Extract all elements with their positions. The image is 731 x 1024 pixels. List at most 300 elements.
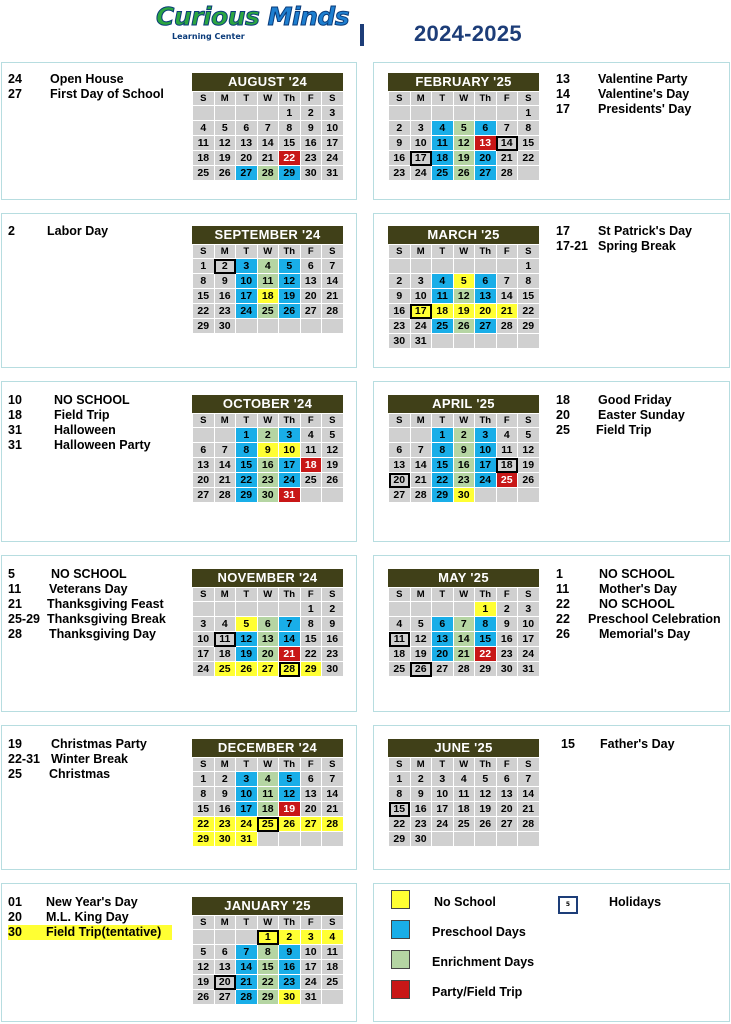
weekday-label: M [410,92,432,106]
day-cell: 23 [214,304,236,319]
day-cell: 21 [322,802,344,817]
day-cell: 7 [518,772,540,787]
day-cell: 10 [300,945,322,960]
day-cell [410,106,432,121]
day-cell [475,832,497,847]
day-cell [453,106,475,121]
day-cell: 6 [300,772,322,787]
day-cell: 4 [257,772,279,787]
day-cell: 27 [432,662,454,677]
day-cell: 12 [518,443,540,458]
legend-swatch-party [391,980,410,999]
week-row [193,602,344,617]
week-row [389,632,540,647]
day-cell: 5 [214,121,236,136]
weekday-label: S [193,245,215,259]
header [0,0,731,58]
day-cell: 3 [410,121,432,136]
day-cell: 11 [432,289,454,304]
day-cell [432,334,454,349]
day-cell: 22 [236,473,258,488]
day-cell: 25 [453,817,475,832]
day-cell: 27 [496,817,518,832]
day-cell: 11 [432,136,454,151]
day-cell: 31 [236,832,258,847]
day-cell: 28 [236,990,258,1005]
day-cell: 1 [300,602,322,617]
calendar-april [388,395,539,503]
day-cell: 22 [518,151,540,166]
day-cell: 10 [410,289,432,304]
day-cell [453,259,475,274]
day-cell: 25 [257,817,279,832]
day-cell: 29 [389,832,411,847]
day-cell: 28 [279,662,301,677]
day-cell: 15 [518,289,540,304]
week-row [389,259,540,274]
month-title: JUNE '25 [388,739,539,757]
day-cell: 11 [496,443,518,458]
day-cell: 7 [322,772,344,787]
day-cell: 15 [257,960,279,975]
week-row [193,488,344,503]
weekday-label: T [236,588,258,602]
day-cell: 8 [475,617,497,632]
day-cell: 16 [322,632,344,647]
weekday-label: S [193,588,215,602]
week-row [193,802,344,817]
day-cell: 21 [257,151,279,166]
day-cell [453,832,475,847]
logo-subtitle: Learning Center [172,32,245,41]
day-cell: 1 [518,106,540,121]
day-cell: 16 [300,136,322,151]
day-cell [214,602,236,617]
day-cell: 15 [236,458,258,473]
weekday-label: S [518,92,540,106]
day-cell [389,259,411,274]
day-cell [453,602,475,617]
day-cell: 27 [193,488,215,503]
day-cell: 19 [475,802,497,817]
day-cell: 7 [322,259,344,274]
day-cell: 1 [193,772,215,787]
day-cell: 17 [475,458,497,473]
day-cell: 18 [432,304,454,319]
day-cell: 18 [257,289,279,304]
week-row [193,121,344,136]
day-cell: 3 [322,106,344,121]
day-cell: 10 [236,787,258,802]
day-cell: 27 [389,488,411,503]
day-cell: 24 [475,473,497,488]
week-row [193,151,344,166]
day-cell: 31 [410,334,432,349]
day-cell [389,428,411,443]
day-cell: 4 [322,930,344,945]
day-cell: 5 [236,617,258,632]
day-cell: 12 [193,960,215,975]
weekday-label: W [257,758,279,772]
week-row [193,289,344,304]
day-cell [193,106,215,121]
day-cell [410,428,432,443]
day-cell: 25 [214,662,236,677]
day-cell [518,488,540,503]
day-cell: 26 [214,166,236,181]
day-cell: 25 [322,975,344,990]
week-row [389,304,540,319]
weekday-label: Th [279,916,301,930]
day-cell: 10 [410,136,432,151]
day-cell: 10 [236,274,258,289]
day-cell: 22 [389,817,411,832]
day-cell: 26 [475,817,497,832]
day-cell: 2 [257,428,279,443]
day-cell: 19 [279,289,301,304]
day-cell: 27 [214,990,236,1005]
day-cell: 30 [389,334,411,349]
week-row [193,428,344,443]
day-cell: 23 [496,647,518,662]
day-cell: 25 [300,473,322,488]
day-cell: 15 [432,458,454,473]
day-cell: 30 [257,488,279,503]
month-title: MAY '25 [388,569,539,587]
weekday-label: Th [475,245,497,259]
weekday-label: T [236,758,258,772]
day-cell [279,319,301,334]
day-cell: 16 [214,289,236,304]
month-title: APRIL '25 [388,395,539,413]
day-cell: 4 [214,617,236,632]
day-cell: 15 [389,802,411,817]
week-row [193,617,344,632]
note-row-highlighted: 30 Field Trip(tentative) [8,925,172,940]
day-cell: 5 [453,121,475,136]
day-cell: 1 [432,428,454,443]
day-cell: 23 [389,166,411,181]
day-cell: 8 [518,274,540,289]
day-cell [236,319,258,334]
day-cell: 28 [518,817,540,832]
day-cell: 23 [300,151,322,166]
day-cell: 28 [214,488,236,503]
weekday-header [193,588,344,602]
day-cell: 26 [236,662,258,677]
day-cell: 7 [410,443,432,458]
day-cell [475,106,497,121]
weekday-label: F [496,414,518,428]
week-row [389,136,540,151]
week-row [389,802,540,817]
day-cell: 11 [257,787,279,802]
week-row [389,662,540,677]
day-cell: 23 [214,817,236,832]
weekday-label: F [496,758,518,772]
day-cell: 12 [214,136,236,151]
weekday-label: W [453,758,475,772]
day-cell [518,832,540,847]
weekday-label: Th [279,245,301,259]
day-cell: 17 [410,151,432,166]
day-cell: 14 [257,136,279,151]
day-cell: 5 [518,428,540,443]
week-row [389,602,540,617]
day-cell: 22 [432,473,454,488]
day-cell: 6 [236,121,258,136]
day-cell: 17 [236,289,258,304]
month-grid [192,244,344,334]
day-cell [432,602,454,617]
weekday-header [389,92,540,106]
day-cell: 3 [236,259,258,274]
day-cell: 18 [389,647,411,662]
logo-wordmark [156,2,349,31]
day-cell: 8 [279,121,301,136]
weekday-label: T [236,245,258,259]
day-cell: 28 [410,488,432,503]
day-cell: 6 [475,274,497,289]
day-cell: 14 [236,960,258,975]
day-cell: 4 [496,428,518,443]
day-cell: 27 [300,817,322,832]
weekday-label: W [257,588,279,602]
day-cell: 8 [389,787,411,802]
day-cell: 26 [453,166,475,181]
month-grid [192,413,344,503]
day-cell: 19 [279,802,301,817]
weekday-header [193,414,344,428]
day-cell: 5 [193,945,215,960]
day-cell: 14 [496,136,518,151]
month-grid [192,587,344,677]
day-cell: 13 [389,458,411,473]
legend-label-no-school: No School [434,895,496,909]
weekday-label: S [389,758,411,772]
day-cell: 29 [518,319,540,334]
note-row: 20 M.L. King Day [8,910,129,924]
weekday-label: S [322,92,344,106]
day-cell: 5 [279,772,301,787]
weekday-label: W [257,245,279,259]
day-cell: 22 [193,817,215,832]
day-cell: 13 [432,632,454,647]
day-cell: 30 [214,319,236,334]
day-cell: 3 [300,930,322,945]
day-cell: 17 [518,632,540,647]
week-row [193,832,344,847]
week-row [389,473,540,488]
weekday-label: W [257,414,279,428]
weekday-label: S [518,245,540,259]
day-cell: 27 [257,662,279,677]
week-row [193,787,344,802]
day-cell: 23 [453,473,475,488]
weekday-label: M [214,92,236,106]
day-cell: 8 [257,945,279,960]
day-cell: 14 [322,787,344,802]
day-cell: 26 [279,817,301,832]
logo [156,2,350,50]
day-cell: 27 [475,166,497,181]
day-cell: 16 [389,304,411,319]
day-cell: 7 [236,945,258,960]
day-cell: 19 [193,975,215,990]
day-cell: 24 [410,319,432,334]
day-cell: 21 [453,647,475,662]
legend-swatch-no-school [391,890,410,909]
day-cell: 28 [496,166,518,181]
day-cell: 9 [279,945,301,960]
day-cell [518,166,540,181]
day-cell: 19 [322,458,344,473]
day-cell: 24 [193,662,215,677]
week-row [193,975,344,990]
day-cell [300,319,322,334]
day-cell: 26 [410,662,432,677]
day-cell: 11 [193,136,215,151]
day-cell: 23 [279,975,301,990]
day-cell: 9 [496,617,518,632]
day-cell: 2 [389,274,411,289]
day-cell: 22 [193,304,215,319]
day-cell [193,428,215,443]
day-cell [300,832,322,847]
day-cell: 31 [279,488,301,503]
day-cell: 21 [236,975,258,990]
day-cell: 22 [300,647,322,662]
day-cell: 12 [279,787,301,802]
day-cell: 19 [410,647,432,662]
day-cell [257,319,279,334]
day-cell: 14 [214,458,236,473]
weekday-label: Th [279,92,301,106]
day-cell: 21 [496,151,518,166]
calendar-september [192,226,343,334]
day-cell: 29 [257,990,279,1005]
day-cell [453,334,475,349]
weekday-label: M [214,916,236,930]
day-cell: 20 [432,647,454,662]
day-cell: 8 [432,443,454,458]
week-row [389,488,540,503]
day-cell: 7 [496,121,518,136]
legend-label-preschool: Preschool Days [432,925,526,939]
day-cell: 20 [496,802,518,817]
weekday-label: Th [475,92,497,106]
week-row [193,274,344,289]
day-cell: 21 [279,647,301,662]
day-cell: 21 [410,473,432,488]
day-cell: 2 [389,121,411,136]
week-row [389,772,540,787]
weekday-label: Th [475,758,497,772]
month-title: DECEMBER '24 [192,739,343,757]
weekday-label: M [410,758,432,772]
day-cell: 8 [236,443,258,458]
weekday-label: S [518,414,540,428]
month-title: FEBRUARY '25 [388,73,539,91]
day-cell: 28 [257,166,279,181]
weekday-label: Th [279,588,301,602]
day-cell: 3 [432,772,454,787]
day-cell: 5 [279,259,301,274]
day-cell: 6 [300,259,322,274]
legend-label-party: Party/Field Trip [432,985,523,999]
weekday-header [389,245,540,259]
day-cell: 7 [496,274,518,289]
day-cell: 7 [453,617,475,632]
day-cell: 23 [322,647,344,662]
day-cell: 29 [475,662,497,677]
day-cell: 2 [496,602,518,617]
weekday-label: S [322,414,344,428]
day-cell: 25 [432,319,454,334]
weekday-label: F [300,588,322,602]
day-cell: 22 [279,151,301,166]
day-cell: 29 [236,488,258,503]
day-cell [236,602,258,617]
week-row [193,960,344,975]
weekday-header [193,758,344,772]
weekday-label: S [518,588,540,602]
day-cell: 19 [236,647,258,662]
day-cell [214,106,236,121]
weekday-label: F [300,414,322,428]
week-row [193,662,344,677]
day-cell: 8 [193,787,215,802]
day-cell: 13 [300,274,322,289]
day-cell: 1 [389,772,411,787]
weekday-label: Th [279,414,301,428]
day-cell: 28 [322,817,344,832]
day-cell: 14 [279,632,301,647]
calendar-november [192,569,343,677]
day-cell: 17 [279,458,301,473]
day-cell: 3 [518,602,540,617]
legend-holiday-box: 5 [558,896,578,914]
week-row [193,632,344,647]
day-cell: 3 [279,428,301,443]
day-cell: 28 [322,304,344,319]
day-cell: 16 [496,632,518,647]
weekday-label: M [410,414,432,428]
day-cell: 21 [322,289,344,304]
day-cell: 20 [257,647,279,662]
day-cell: 20 [193,473,215,488]
weekday-label: W [453,588,475,602]
week-row [193,166,344,181]
day-cell: 16 [257,458,279,473]
day-cell: 2 [214,259,236,274]
day-cell: 24 [300,975,322,990]
day-cell [475,334,497,349]
day-cell: 12 [279,274,301,289]
day-cell: 29 [300,662,322,677]
week-row [193,304,344,319]
day-cell: 20 [475,151,497,166]
day-cell: 15 [279,136,301,151]
weekday-label: T [236,92,258,106]
weekday-label: M [214,588,236,602]
weekday-label: M [214,245,236,259]
week-row [389,428,540,443]
weekday-label: Th [475,588,497,602]
day-cell: 13 [475,136,497,151]
day-cell: 31 [300,990,322,1005]
day-cell: 24 [410,166,432,181]
